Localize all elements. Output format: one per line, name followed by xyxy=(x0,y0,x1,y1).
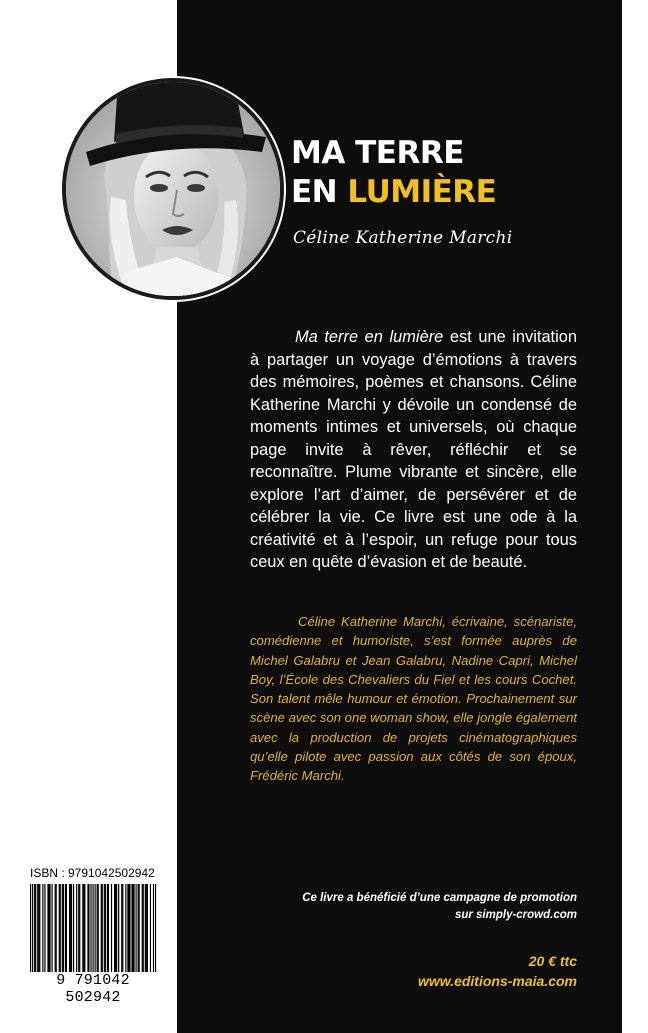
blurb-text: est une invitation à partager un voyage d’émotions à travers des mémoires, poèmes et chansons. Céline Katherine Marchi y dévoile un condensé de moments intimes et universels, où chaque page invite à rêver, réfléchir et se reconnaître. Plume vibrante et sincère, elle explore l’art d’aimer, de persévérer et de célébrer la vie. Ce livre est une ode à la créativité et à l’espoir, un refuge pour tous ceux en quête d’évasion et de beauté. xyxy=(250,328,577,571)
barcode-bar xyxy=(87,884,88,972)
price-label: 20 € ttc xyxy=(528,953,577,969)
barcode-bar xyxy=(153,884,154,972)
barcode-bar xyxy=(136,884,137,972)
barcode-bar xyxy=(131,884,132,972)
barcode-bar xyxy=(83,884,84,972)
barcode-bar xyxy=(142,884,143,972)
barcode-bar xyxy=(76,884,77,972)
barcode-bar xyxy=(66,884,67,972)
barcode-bar xyxy=(63,884,64,972)
barcode-bar xyxy=(30,884,31,972)
barcode-bar xyxy=(69,884,70,972)
barcode-bar xyxy=(145,884,146,972)
title-line-2 xyxy=(291,173,496,212)
barcode-bar xyxy=(118,884,119,972)
barcode-bar xyxy=(60,884,61,972)
barcode-icon xyxy=(28,884,158,974)
barcode-bar xyxy=(150,884,151,972)
barcode-bar xyxy=(132,884,133,972)
barcode-bar xyxy=(48,884,49,972)
portrait-photo-icon xyxy=(66,82,280,296)
barcode-bar xyxy=(129,884,130,972)
promo-line-2: sur simply-crowd.com xyxy=(454,909,577,921)
barcode-bar xyxy=(39,884,40,972)
barcode-bar xyxy=(127,884,128,972)
author-bio: Céline Katherine Marchi, écrivaine, scénariste, comédienne et humoriste, s’est formée auprès de Michel Galabru et Jean Galabru, Nadine Capri, Michel Boy, l’École des Chevaliers du Fiel et les cours Cochet. Son talent mêle humour et émotion. Prochainement sur scène avec son one woman show, elle jongle également avec la production de projets cinématographiques qu’elle pilote avec passion aux côtés de son époux, Frédéric Marchi. xyxy=(250,614,577,784)
barcode-bar xyxy=(114,884,115,972)
blurb-title-italic: Ma terre en lumière xyxy=(295,328,444,346)
barcode-bar xyxy=(133,884,134,972)
barcode-bar xyxy=(143,884,144,972)
promo-line-1: Ce livre a bénéficié d’une campagne de promotion xyxy=(302,892,577,904)
title-line-1: MA TERRE xyxy=(291,135,464,171)
promo-note xyxy=(250,890,577,924)
barcode-bar xyxy=(121,884,122,972)
barcode-bar xyxy=(138,884,139,972)
barcode-bar xyxy=(47,884,48,972)
barcode-bar xyxy=(104,884,105,972)
barcode-bar xyxy=(38,884,39,972)
barcode-bar xyxy=(70,884,71,972)
barcode-bar xyxy=(92,884,93,972)
barcode-bar xyxy=(115,884,116,972)
barcode-bar xyxy=(49,884,50,972)
barcode-bar xyxy=(139,884,140,972)
barcode-bar xyxy=(71,884,72,972)
barcode-digits: 9 791042 502942 xyxy=(28,972,158,1006)
barcode-bar xyxy=(56,884,57,972)
barcode-bar xyxy=(52,884,53,972)
barcode-bar xyxy=(122,884,123,972)
barcode-bar xyxy=(111,884,112,972)
barcode-bar xyxy=(78,884,79,972)
spine-edge xyxy=(622,0,648,1033)
barcode-bar xyxy=(146,884,147,972)
barcode-bar xyxy=(55,884,56,972)
barcode-bar xyxy=(107,884,108,972)
barcode-bar xyxy=(59,884,60,972)
author-name: Céline Katherine Marchi xyxy=(293,228,513,248)
barcode-bar xyxy=(32,884,33,972)
barcode-bar xyxy=(101,884,102,972)
barcode-bar xyxy=(84,884,85,972)
author-portrait xyxy=(62,78,284,300)
barcode-bar xyxy=(97,884,98,972)
title-accent-word: LUMIÈRE xyxy=(347,174,497,210)
barcode-bar xyxy=(79,884,80,972)
barcode-bar xyxy=(73,884,74,972)
title-line-2-prefix: EN xyxy=(291,174,348,210)
barcode-bar xyxy=(155,884,156,972)
barcode-bar xyxy=(34,884,35,972)
barcode-bar xyxy=(65,884,66,972)
barcode-bar xyxy=(105,884,106,972)
barcode-bar xyxy=(88,884,89,972)
publisher-website: www.editions-maia.com xyxy=(418,973,577,989)
barcode-bar xyxy=(95,884,96,972)
barcode-bar xyxy=(42,884,43,972)
isbn-label: ISBN : 9791042502942 xyxy=(30,866,155,880)
barcode-bar xyxy=(35,884,36,972)
barcode-bar xyxy=(125,884,126,972)
barcode-bar xyxy=(90,884,91,972)
book-title xyxy=(291,134,496,212)
barcode-bar xyxy=(102,884,103,972)
barcode-bar xyxy=(62,884,63,972)
barcode-bar xyxy=(147,884,148,972)
barcode-bar xyxy=(98,884,99,972)
barcode-bar xyxy=(44,884,45,972)
barcode-bar xyxy=(128,884,129,972)
barcode-bar xyxy=(116,884,117,972)
book-blurb xyxy=(250,326,577,574)
barcode-bar xyxy=(37,884,38,972)
barcode-bar xyxy=(108,884,109,972)
barcode-bar xyxy=(82,884,83,972)
